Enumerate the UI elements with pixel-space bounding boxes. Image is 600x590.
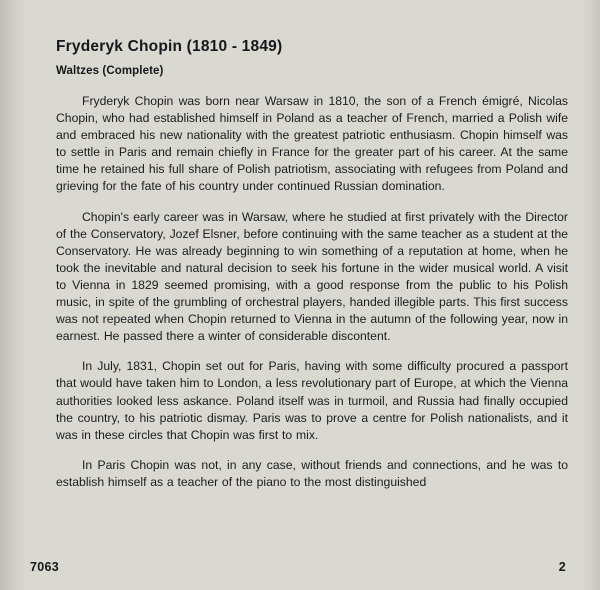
body-paragraph: In July, 1831, Chopin set out for Paris, having with some difficulty procured a passport that would have taken him to London, a less revolutionary part of Europe, at which the Vienna authorities looked less askance. Poland itself was in turmoil, and Russia had finally occupied the country, to his patriotic dismay. Paris was to prove a centre for Polish nationalists, and it was in these circles that Chopin was first to mix. [56, 359, 568, 442]
page-number: 2 [558, 560, 566, 574]
body-paragraph: Fryderyk Chopin was born near Warsaw in 1810, the son of a French émigré, Nicolas Chopin, who had established himself in Poland as a teacher of French, married a Polish wife and embraced his new nationality with the greatest patriotic enthusiasm. Chopin himself was to settle in Paris and remain chiefly in France for the greater part of his career. At the same time he retained his full share of Polish patriotism, associating with refugees from Poland and grieving for the fate of his country under continued Russian domination. [56, 94, 568, 194]
body-paragraph: In Paris Chopin was not, in any case, without friends and connections, and he was to establish himself as a teacher of the piano to the most distinguished [56, 457, 568, 489]
body-paragraph: Chopin's early career was in Warsaw, where he studied at first privately with the Director of the Conservatory, Jozef Elsner, before continuing with the same teacher as a student at the Conservatory. He was already beginning to win something of a reputation at home, when he took the inevitable and natural decision to seek his fortune in the wider musical world. A visit to Vienna in 1829 seemed promising, with a good response from the public to his Polish music, in spite of the grumbling of orchestral players, handed illegible parts. This first success was not repeated when Chopin returned to Vienna in the autumn of the following year, now in earnest. He passed there a winter of considerable discontent. [56, 209, 568, 344]
page-subtitle: Waltzes (Complete) [56, 65, 164, 77]
page-footer [30, 560, 574, 574]
catalog-number: 7063 [30, 560, 60, 574]
page-content [56, 38, 568, 491]
page-title: Fryderyk Chopin (1810 - 1849) [56, 38, 283, 55]
